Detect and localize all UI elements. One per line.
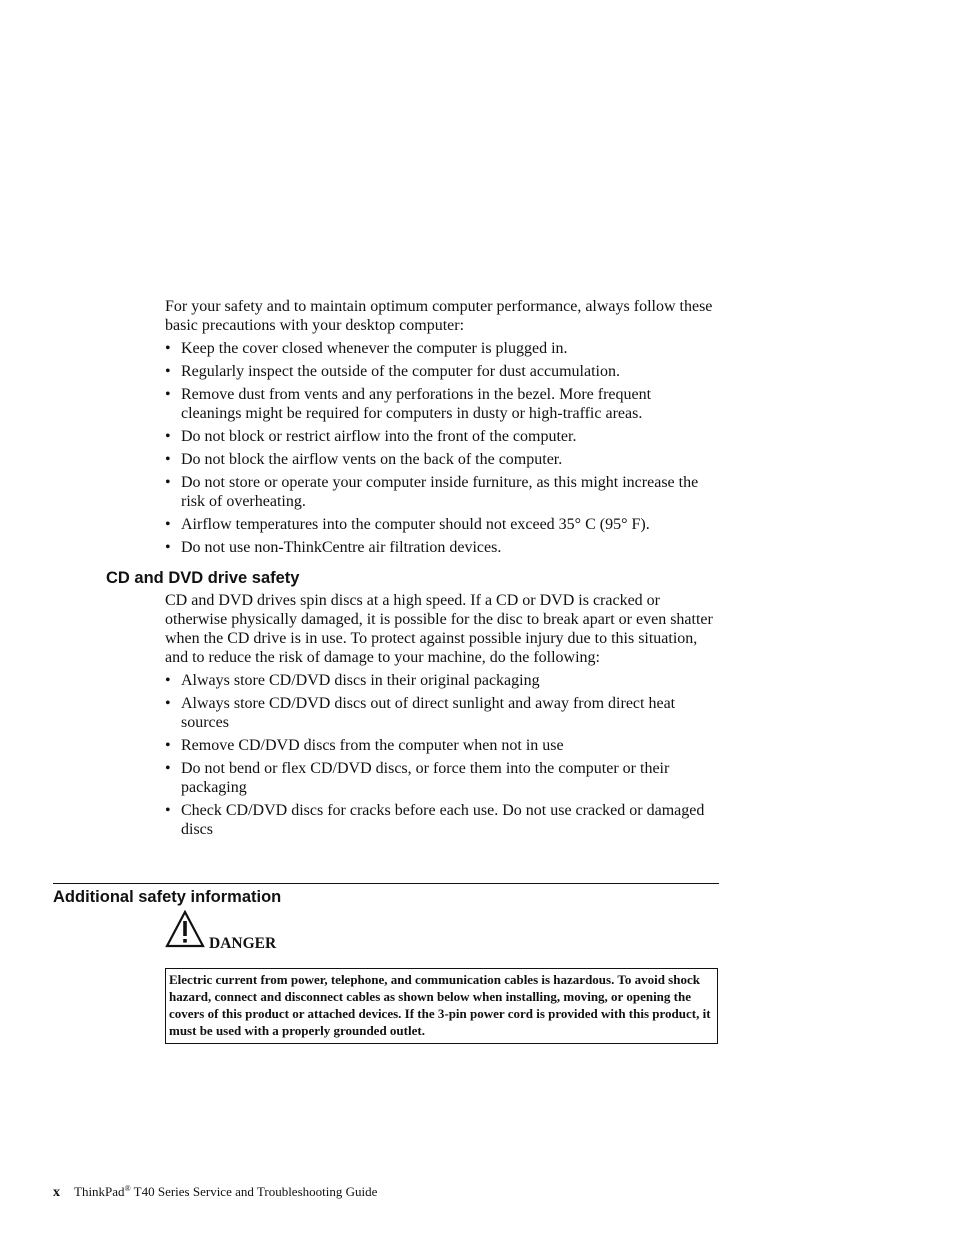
list-item: • Do not block the airflow vents on the back of the computer. [165,450,715,469]
list-item: • Do not bend or flex CD/DVD discs, or force them into the computer or their packaging [165,759,715,797]
list-item: • Always store CD/DVD discs out of direct sunlight and away from direct heat sources [165,694,715,732]
danger-notice-header [165,913,276,953]
danger-notice-text: Electric current from power, telephone, and communication cables is hazardous. To avoid shock hazard, connect and disconnect cables as shown below when installing, moving, or opening the covers of this product or attached devices. If the 3-pin power cord is provided with this product, it must be used with a properly grounded outlet. [169,972,711,1038]
list-item: • Do not use non-ThinkCentre air filtration devices. [165,538,715,557]
footer-title: T40 Series Service and Troubleshooting Guide [130,1184,378,1199]
list-item: • Remove dust from vents and any perforations in the bezel. More frequent cleanings might be required for computers in dusty or high-traffic areas. [165,385,715,423]
list-item: • Do not store or operate your computer inside furniture, as this might increase the risk of overheating. [165,473,715,511]
list-item: • Regularly inspect the outside of the computer for dust accumulation. [165,362,715,381]
section-divider [53,883,719,884]
cd-dvd-heading: CD and DVD drive safety [106,569,300,587]
footer-product: ThinkPad [74,1184,125,1199]
cd-dvd-section [165,591,715,839]
list-item: • Remove CD/DVD discs from the computer when not in use [165,736,715,755]
cd-dvd-paragraph: CD and DVD drives spin discs at a high speed. If a CD or DVD is cracked or otherwise physically damaged, it is possible for the disc to break apart or even shatter when the CD drive is in use. To protect against possible injury due to this situation, and to reduce the risk of damage to your machine, do the following: [165,592,713,666]
list-item: • Always store CD/DVD discs in their original packaging [165,671,715,690]
registered-mark: ® [124,1184,131,1193]
list-item: • Check CD/DVD discs for cracks before each use. Do not use cracked or damaged discs [165,801,715,839]
warning-triangle-icon [165,910,205,953]
intro-section [165,297,715,557]
intro-paragraph: For your safety and to maintain optimum computer performance, always follow these basic precautions with your desktop computer: [165,298,713,334]
additional-safety-heading: Additional safety information [53,888,282,906]
page-number: x [53,1185,60,1200]
danger-label: DANGER [209,935,277,952]
list-item: • Airflow temperatures into the computer should not exceed 35° C (95° F). [165,515,715,534]
cd-dvd-list [165,671,715,839]
intro-precautions-list [165,339,715,557]
list-item: • Keep the cover closed whenever the computer is plugged in. [165,339,715,358]
danger-notice-box [165,968,718,1044]
page-footer [53,1181,377,1201]
list-item: • Do not block or restrict airflow into the front of the computer. [165,427,715,446]
